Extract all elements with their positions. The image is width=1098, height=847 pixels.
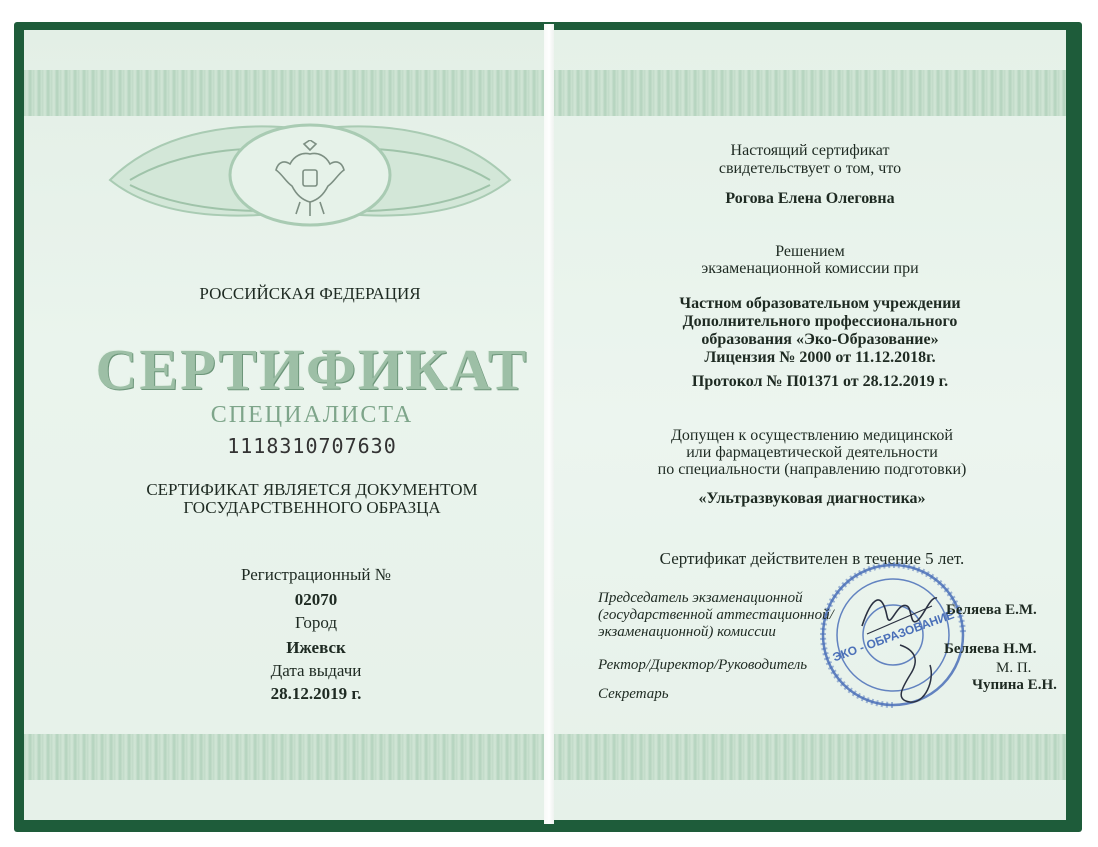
admission-line2: или фармацевтической деятельности	[686, 444, 938, 461]
registration-label: Регистрационный №	[241, 565, 391, 584]
protocol-line: Протокол № П01371 от 28.12.2019 г.	[691, 373, 949, 390]
state-document-statement-line2: ГОСУДАРСТВЕННОГО ОБРАЗЦА	[183, 498, 441, 517]
intro-line2: свидетельствует о том, что	[718, 160, 902, 177]
rector-signature	[880, 640, 950, 710]
chair-title-line1: Председатель экзаменационной	[598, 590, 803, 606]
issue-date-value: 28.12.2019 г.	[270, 684, 362, 703]
validity-statement: Сертификат действителен в течение 5 лет.	[659, 549, 965, 568]
coat-of-arms-icon	[272, 140, 348, 220]
country-heading: РОССИЙСКАЯ ФЕДЕРАЦИЯ	[199, 284, 421, 303]
chair-title-line3: экзаменационной) комиссии	[598, 624, 776, 640]
chair-title-line2: (государственной аттестационной/	[598, 607, 834, 623]
specialty-name: «Ультразвуковая диагностика»	[698, 490, 926, 507]
admission-line1: Допущен к осуществлению медицинской	[671, 427, 953, 444]
certificate-number: 1118310707630	[227, 434, 397, 458]
city-value: Ижевск	[286, 638, 346, 657]
certificate-title: СЕРТИФИКАТ	[95, 337, 529, 402]
state-document-statement-line1: СЕРТИФИКАТ ЯВЛЯЕТСЯ ДОКУМЕНТОМ	[146, 480, 478, 499]
organization-line3: образования «Эко-Образование»	[701, 331, 939, 348]
seal-place-label: М. П.	[996, 660, 1032, 676]
decision-line2: экзаменационной комиссии при	[701, 260, 919, 277]
rector-title: Ректор/Директор/Руководитель	[598, 657, 808, 673]
chair-name: Беляева Е.М.	[946, 602, 1037, 618]
organization-line1: Частном образовательном учреждении	[679, 295, 961, 312]
stamp-center-text: ЭКО - ОБРАЗОВАНИЕ	[830, 607, 956, 665]
holder-name: Рогова Елена Олеговна	[725, 190, 895, 207]
certificate-subtitle: СПЕЦИАЛИСТА	[210, 402, 414, 428]
organization-line2: Дополнительного профессионального	[682, 313, 958, 330]
decorative-band-bottom-right	[554, 734, 1066, 780]
city-label: Город	[295, 613, 337, 632]
decorative-band-top-right	[554, 70, 1066, 116]
secretary-title: Секретарь	[598, 686, 669, 702]
intro-line1: Настоящий сертификат	[730, 142, 890, 159]
secretary-name: Чупина Е.Н.	[972, 677, 1057, 693]
decorative-band-bottom	[24, 734, 544, 780]
admission-line3: по специальности (направлению подготовки)	[657, 461, 967, 478]
decision-line1: Решением	[775, 243, 845, 260]
issue-date-label: Дата выдачи	[270, 661, 362, 680]
rector-name: Беляева Н.М.	[944, 641, 1037, 657]
license-line: Лицензия № 2000 от 11.12.2018г.	[704, 349, 936, 366]
registration-number: 02070	[294, 590, 338, 609]
book-spine	[544, 24, 554, 824]
chair-signature	[852, 586, 942, 646]
